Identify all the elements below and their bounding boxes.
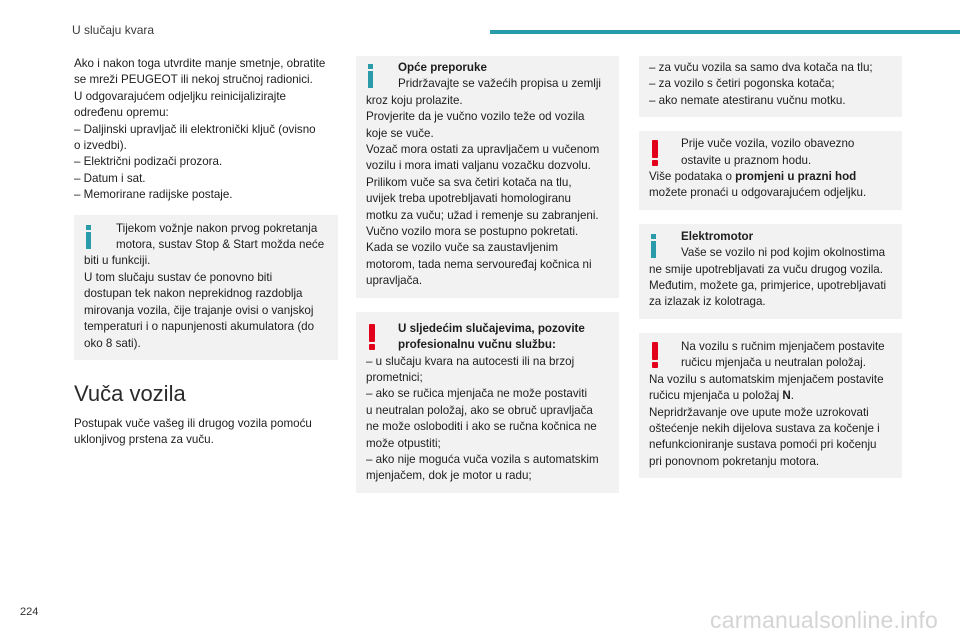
box-title: Elektromotor [681,229,754,243]
text-line: Vučno vozilo mora se postupno pokretati. [366,225,579,239]
section-paragraph [74,416,338,449]
page-number: 224 [20,606,39,618]
section-title: Vuča vozila [74,380,186,406]
text-line: nefunkcioniranje sustava pomoći pri kočenju [649,438,877,452]
text-line: – Datum i sat. [74,171,146,185]
text-line: – Električni podizači prozora. [74,155,223,169]
watermark: carmanualsonline.info [710,607,938,633]
text-line: Pridržavajte se važećih propisa u zemlji [398,77,601,91]
text-line: – ako se ručica mjenjača ne može postaviti [366,387,588,401]
text-line: Postupak vuče vašeg ili drugog vozila pomoću [74,416,312,430]
text-line: U odgovarajućem odjeljku reinicijalizirajte [74,89,287,103]
running-header: U slučaju kvara [72,23,155,37]
text-line: se mreži PEUGEOT ili nekoj stručnoj radionici. [74,73,313,87]
info-box-electric-motor [639,224,902,319]
text-line: – za vozilo s četiri pogonska kotača; [649,77,835,91]
info-box-general-recommendations [356,56,619,298]
text-line: Na vozilu s automatskim mjenjačem postavite [649,372,884,386]
text-line: – u slučaju kvara na autocesti ili na brzoj [366,354,575,368]
column-3 [639,56,902,478]
warning-icon [369,324,375,350]
column-2 [356,56,619,493]
text-line: – ako nije moguća vuča vozila s automatskim [366,452,599,466]
text-line: uvijek treba upotrebljavati homologiranu [366,192,571,206]
text-line: dostupan tek nakon neprekidnog razdoblja [84,287,303,301]
text-line: o izvedbi). [74,139,127,153]
text-line: – Memorirane radijske postaje. [74,188,233,202]
warning-box-neutral [639,131,902,210]
info-icon [86,225,91,249]
box-title: profesionalnu vučnu službu: [398,338,556,352]
text-line: Nepridržavanje ove upute može uzrokovati [649,405,869,419]
text-fragment: Više podataka o [649,170,736,184]
warning-box-professional-towing [356,312,619,493]
text-line: Vozač mora ostati za upravljačem u vučenom [366,143,600,157]
text-line: koje se vuče. [366,126,434,140]
text-line: ne smije upotrebljavati za vuču drugog vozila. [649,262,883,276]
text-line: oštećenje nekih dijelova sustava za kočenje i [649,421,880,435]
text-line: možete pronaći u odgovarajućem odjeljku. [649,186,867,200]
text-line: motorom, tada nema servouređaj kočnica ni [366,257,592,271]
text-line: biti u funkciji. [84,254,151,268]
text-fragment: . [790,389,795,403]
text-line: Vaše se vozilo ni pod kojim okolnostima [681,246,886,260]
text-line: ostavite u praznom hodu. [681,153,812,167]
text-line: mjenjačem, dok je motor u radu; [366,469,532,483]
text-line: prometnici; [366,370,423,384]
warning-box-gear-lever [639,333,902,478]
box-title: Opće preporuke [398,61,487,74]
text-line: Prije vuče vozila, vozilo obavezno [681,137,855,151]
text-line: uklonjivog prstena za vuču. [74,433,214,447]
warning-icon [652,342,658,368]
intro-paragraph [74,56,338,204]
warning-icon [652,140,658,166]
text-line: motku za vuču; užad i remenje su zabranjeni. [366,208,599,222]
text-line [649,169,892,185]
text-line: motora, sustav Stop & Start možda neće [116,238,325,252]
text-fragment-bold: N [782,389,791,403]
text-line: u neutralan položaj, ako se obruč upravljača [366,403,593,417]
text-line: određenu opremu: [74,106,169,120]
text-line: za izlazak iz kolotraga. [649,295,766,309]
column-1 [74,56,338,449]
info-box-stop-start [74,215,338,360]
text-line: – ako nemate atestiranu vučnu motku. [649,93,846,107]
text-line: – Daljinski upravljač ili elektronički ključ (ovisno [74,122,316,136]
text-line: kroz koju prolazite. [366,93,463,107]
info-icon [651,234,656,258]
text-line: temperaturi i o napunjenosti akumulatora (do [84,320,315,334]
text-line: pri ponovnom pokretanju motora. [649,454,820,468]
box-title: U sljedećim slučajevima, pozovite [398,321,585,335]
header-accent-bar [490,30,960,34]
text-line: U tom slučaju sustav će ponovno biti [84,270,273,284]
text-line: Tijekom vožnje nakon prvog pokretanja [116,221,318,235]
text-line: – za vuču vozila sa samo dva kotača na tlu; [649,61,873,74]
text-fragment: ručicu mjenjača u položaj [649,389,783,403]
text-line: ručicu mjenjača u neutralan položaj. [681,356,866,370]
text-line: Prilikom vuče sa sva četiri kotača na tlu, [366,175,572,189]
text-line: mirovanja vozila, čije trajanje ovisi o vanjskoj [84,303,314,317]
text-fragment-bold: promjeni u prazni hod [735,170,857,184]
text-line [649,388,892,404]
text-line: može otpustiti; [366,436,441,450]
list-box-towing-cases [639,56,902,117]
text-line: upravljača. [366,274,423,288]
text-line: Na vozilu s ručnim mjenjačem postavite [681,339,885,353]
text-line: Provjerite da je vučno vozilo teže od vozila [366,110,585,124]
info-icon [368,64,373,88]
text-line: Kada se vozilo vuče sa zaustavljenim [366,241,559,255]
text-line: vozilu i mora imati valjanu vozačku dozvolu. [366,159,591,173]
text-line: oko 8 sati). [84,336,141,350]
text-line: ne može osloboditi i ako se ručna kočnica ne [366,420,597,434]
text-line: Ako i nakon toga utvrdite manje smetnje, obratite [74,57,326,70]
text-line: Međutim, možete ga, primjerice, upotrebljavati [649,279,887,293]
